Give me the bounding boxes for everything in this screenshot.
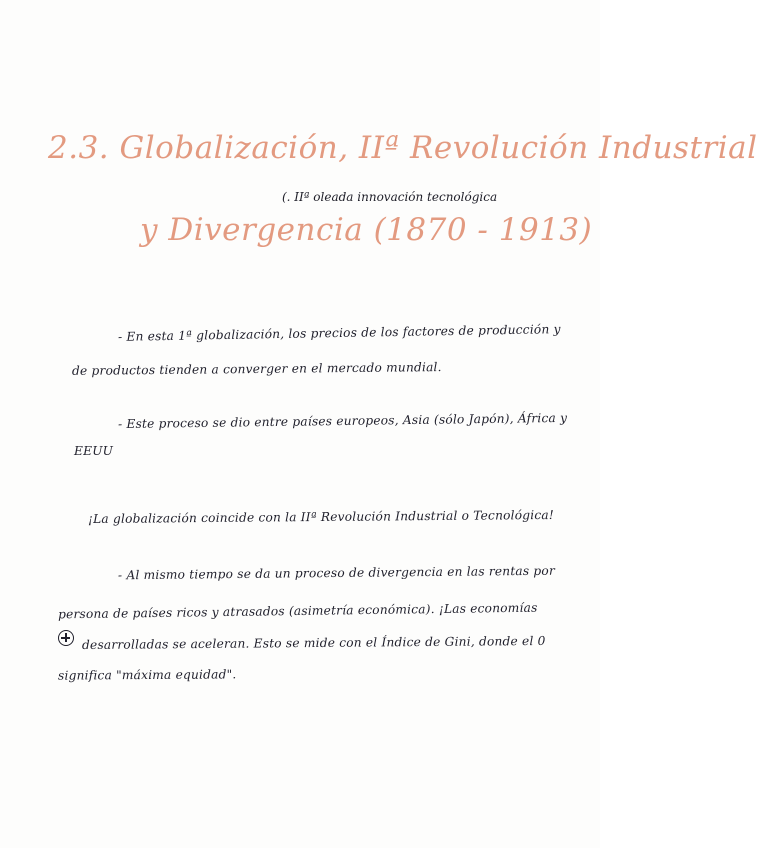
- body-line-1: - En esta 1ª globalización, los precios de los factores de producción y: [117, 322, 561, 344]
- body-line-3: - Este proceso se dio entre países europeos, Asia (sólo Japón), África y: [117, 410, 568, 432]
- heading-subnote: (. IIª oleada innovación tecnológica: [282, 190, 498, 204]
- body-line-9: significa "máxima equidad".: [57, 667, 237, 683]
- heading-line-1: 2.3. Globalización, IIª Revolución Industrial: [48, 130, 758, 166]
- heading-line-2: y Divergencia (1870 - 1913): [140, 212, 593, 248]
- body-line-4: EEUU: [74, 444, 114, 458]
- body-line-5: ¡La globalización coincide con la IIª Revolución Industrial o Tecnológica!: [87, 507, 555, 527]
- circled-plus-icon: [58, 630, 74, 646]
- body-line-2: de productos tienden a converger en el mercado mundial.: [71, 360, 442, 378]
- body-line-7: persona de países ricos y atrasados (asimetría económica). ¡Las economías: [57, 600, 538, 622]
- body-line-6: - Al mismo tiempo se da un proceso de divergencia en las rentas por: [117, 563, 556, 583]
- body-line-8: desarrolladas se aceleran. Esto se mide con el Índice de Gini, donde el 0: [81, 633, 546, 653]
